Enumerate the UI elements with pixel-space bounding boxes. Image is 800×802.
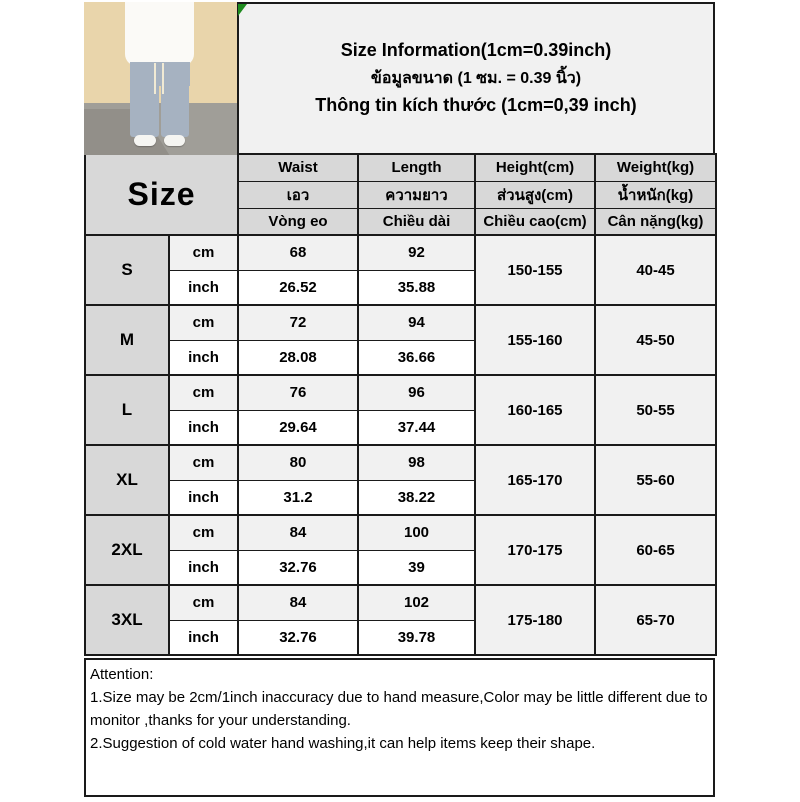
attention-note-1: 1.Size may be 2cm/1inch inaccuracy due to hand measure,Color may be little different due to monitor ,thanks for your understanding.: [90, 689, 708, 729]
unit-cm-cell: cm: [169, 305, 238, 340]
length-cm-value: 94: [358, 305, 475, 340]
photo-pants: [130, 62, 190, 137]
right-shoe: [164, 135, 185, 146]
col-header-weight-vi: Cân nặng(kg): [595, 208, 716, 235]
waist-inch-value: 28.08: [238, 340, 358, 375]
title-en: Size Information(1cm=0.39inch): [340, 39, 612, 60]
size-chart: [84, 2, 715, 797]
unit-inch-cell: inch: [169, 340, 238, 375]
length-inch-value: 37.44: [358, 410, 475, 445]
attention-note-2: 2.Suggestion of cold water hand washing,it can help items keep their shape.: [90, 735, 596, 752]
size-label: 3XL: [85, 585, 169, 655]
size-header-cell: Size: [85, 154, 238, 235]
weight-range: 65-70: [595, 585, 716, 655]
length-inch-value: 39.78: [358, 620, 475, 655]
waist-cm-value: 84: [238, 585, 358, 620]
waist-cm-value: 72: [238, 305, 358, 340]
length-cm-value: 100: [358, 515, 475, 550]
length-inch-value: 38.22: [358, 480, 475, 515]
unit-cm-cell: cm: [169, 585, 238, 620]
unit-cm-cell: cm: [169, 445, 238, 480]
waist-cm-value: 76: [238, 375, 358, 410]
size-table: [84, 153, 717, 656]
drawstring: [154, 63, 156, 94]
unit-inch-cell: inch: [169, 480, 238, 515]
weight-range: 55-60: [595, 445, 716, 515]
length-inch-value: 36.66: [358, 340, 475, 375]
unit-cm-cell: cm: [169, 235, 238, 270]
waist-cm-value: 84: [238, 515, 358, 550]
col-header-weight-en: Weight(kg): [595, 154, 716, 181]
size-label: 2XL: [85, 515, 169, 585]
height-range: 170-175: [475, 515, 595, 585]
length-cm-value: 102: [358, 585, 475, 620]
col-header-length-th: ความยาว: [358, 181, 475, 208]
col-header-length-vi: Chiều dài: [358, 208, 475, 235]
weight-range: 60-65: [595, 515, 716, 585]
weight-range: 40-45: [595, 235, 716, 305]
drawstring: [162, 63, 164, 94]
height-range: 165-170: [475, 445, 595, 515]
height-range: 160-165: [475, 375, 595, 445]
length-inch-value: 39: [358, 550, 475, 585]
length-cm-value: 96: [358, 375, 475, 410]
waist-inch-value: 32.76: [238, 550, 358, 585]
waist-inch-value: 32.76: [238, 620, 358, 655]
size-label: XL: [85, 445, 169, 515]
unit-inch-cell: inch: [169, 270, 238, 305]
col-header-weight-th: น้ำหนัก(kg): [595, 181, 716, 208]
left-shoe: [134, 135, 155, 146]
top-row: [84, 2, 715, 155]
col-header-height-vi: Chiều cao(cm): [475, 208, 595, 235]
length-cm-value: 92: [358, 235, 475, 270]
height-range: 155-160: [475, 305, 595, 375]
unit-cm-cell: cm: [169, 515, 238, 550]
weight-range: 50-55: [595, 375, 716, 445]
height-range: 175-180: [475, 585, 595, 655]
green-flag-icon: [238, 4, 247, 16]
col-header-waist-th: เอว: [238, 181, 358, 208]
pants-right-leg: [161, 77, 189, 137]
height-range: 150-155: [475, 235, 595, 305]
title-vi: Thông tin kích thước (1cm=0,39 inch): [315, 95, 637, 116]
unit-cm-cell: cm: [169, 375, 238, 410]
waist-inch-value: 31.2: [238, 480, 358, 515]
title-th: ข้อมูลขนาด (1 ซม. = 0.39 นิ้ว): [370, 69, 582, 87]
unit-inch-cell: inch: [169, 620, 238, 655]
waist-cm-value: 80: [238, 445, 358, 480]
waist-inch-value: 26.52: [238, 270, 358, 305]
length-cm-value: 98: [358, 445, 475, 480]
photo-shirt: [125, 2, 194, 66]
size-label: M: [85, 305, 169, 375]
length-inch-value: 35.88: [358, 270, 475, 305]
size-label: S: [85, 235, 169, 305]
waist-cm-value: 68: [238, 235, 358, 270]
attention-title: Attention:: [90, 666, 154, 683]
col-header-waist-vi: Vòng eo: [238, 208, 358, 235]
unit-inch-cell: inch: [169, 550, 238, 585]
model-photo: [84, 2, 237, 155]
waist-inch-value: 29.64: [238, 410, 358, 445]
col-header-waist-en: Waist: [238, 154, 358, 181]
unit-inch-cell: inch: [169, 410, 238, 445]
col-header-length-en: Length: [358, 154, 475, 181]
weight-range: 45-50: [595, 305, 716, 375]
col-header-height-th: ส่วนสูง(cm): [475, 181, 595, 208]
size-label: L: [85, 375, 169, 445]
col-header-height-en: Height(cm): [475, 154, 595, 181]
title-panel: [237, 2, 715, 155]
attention-panel: [84, 658, 715, 797]
